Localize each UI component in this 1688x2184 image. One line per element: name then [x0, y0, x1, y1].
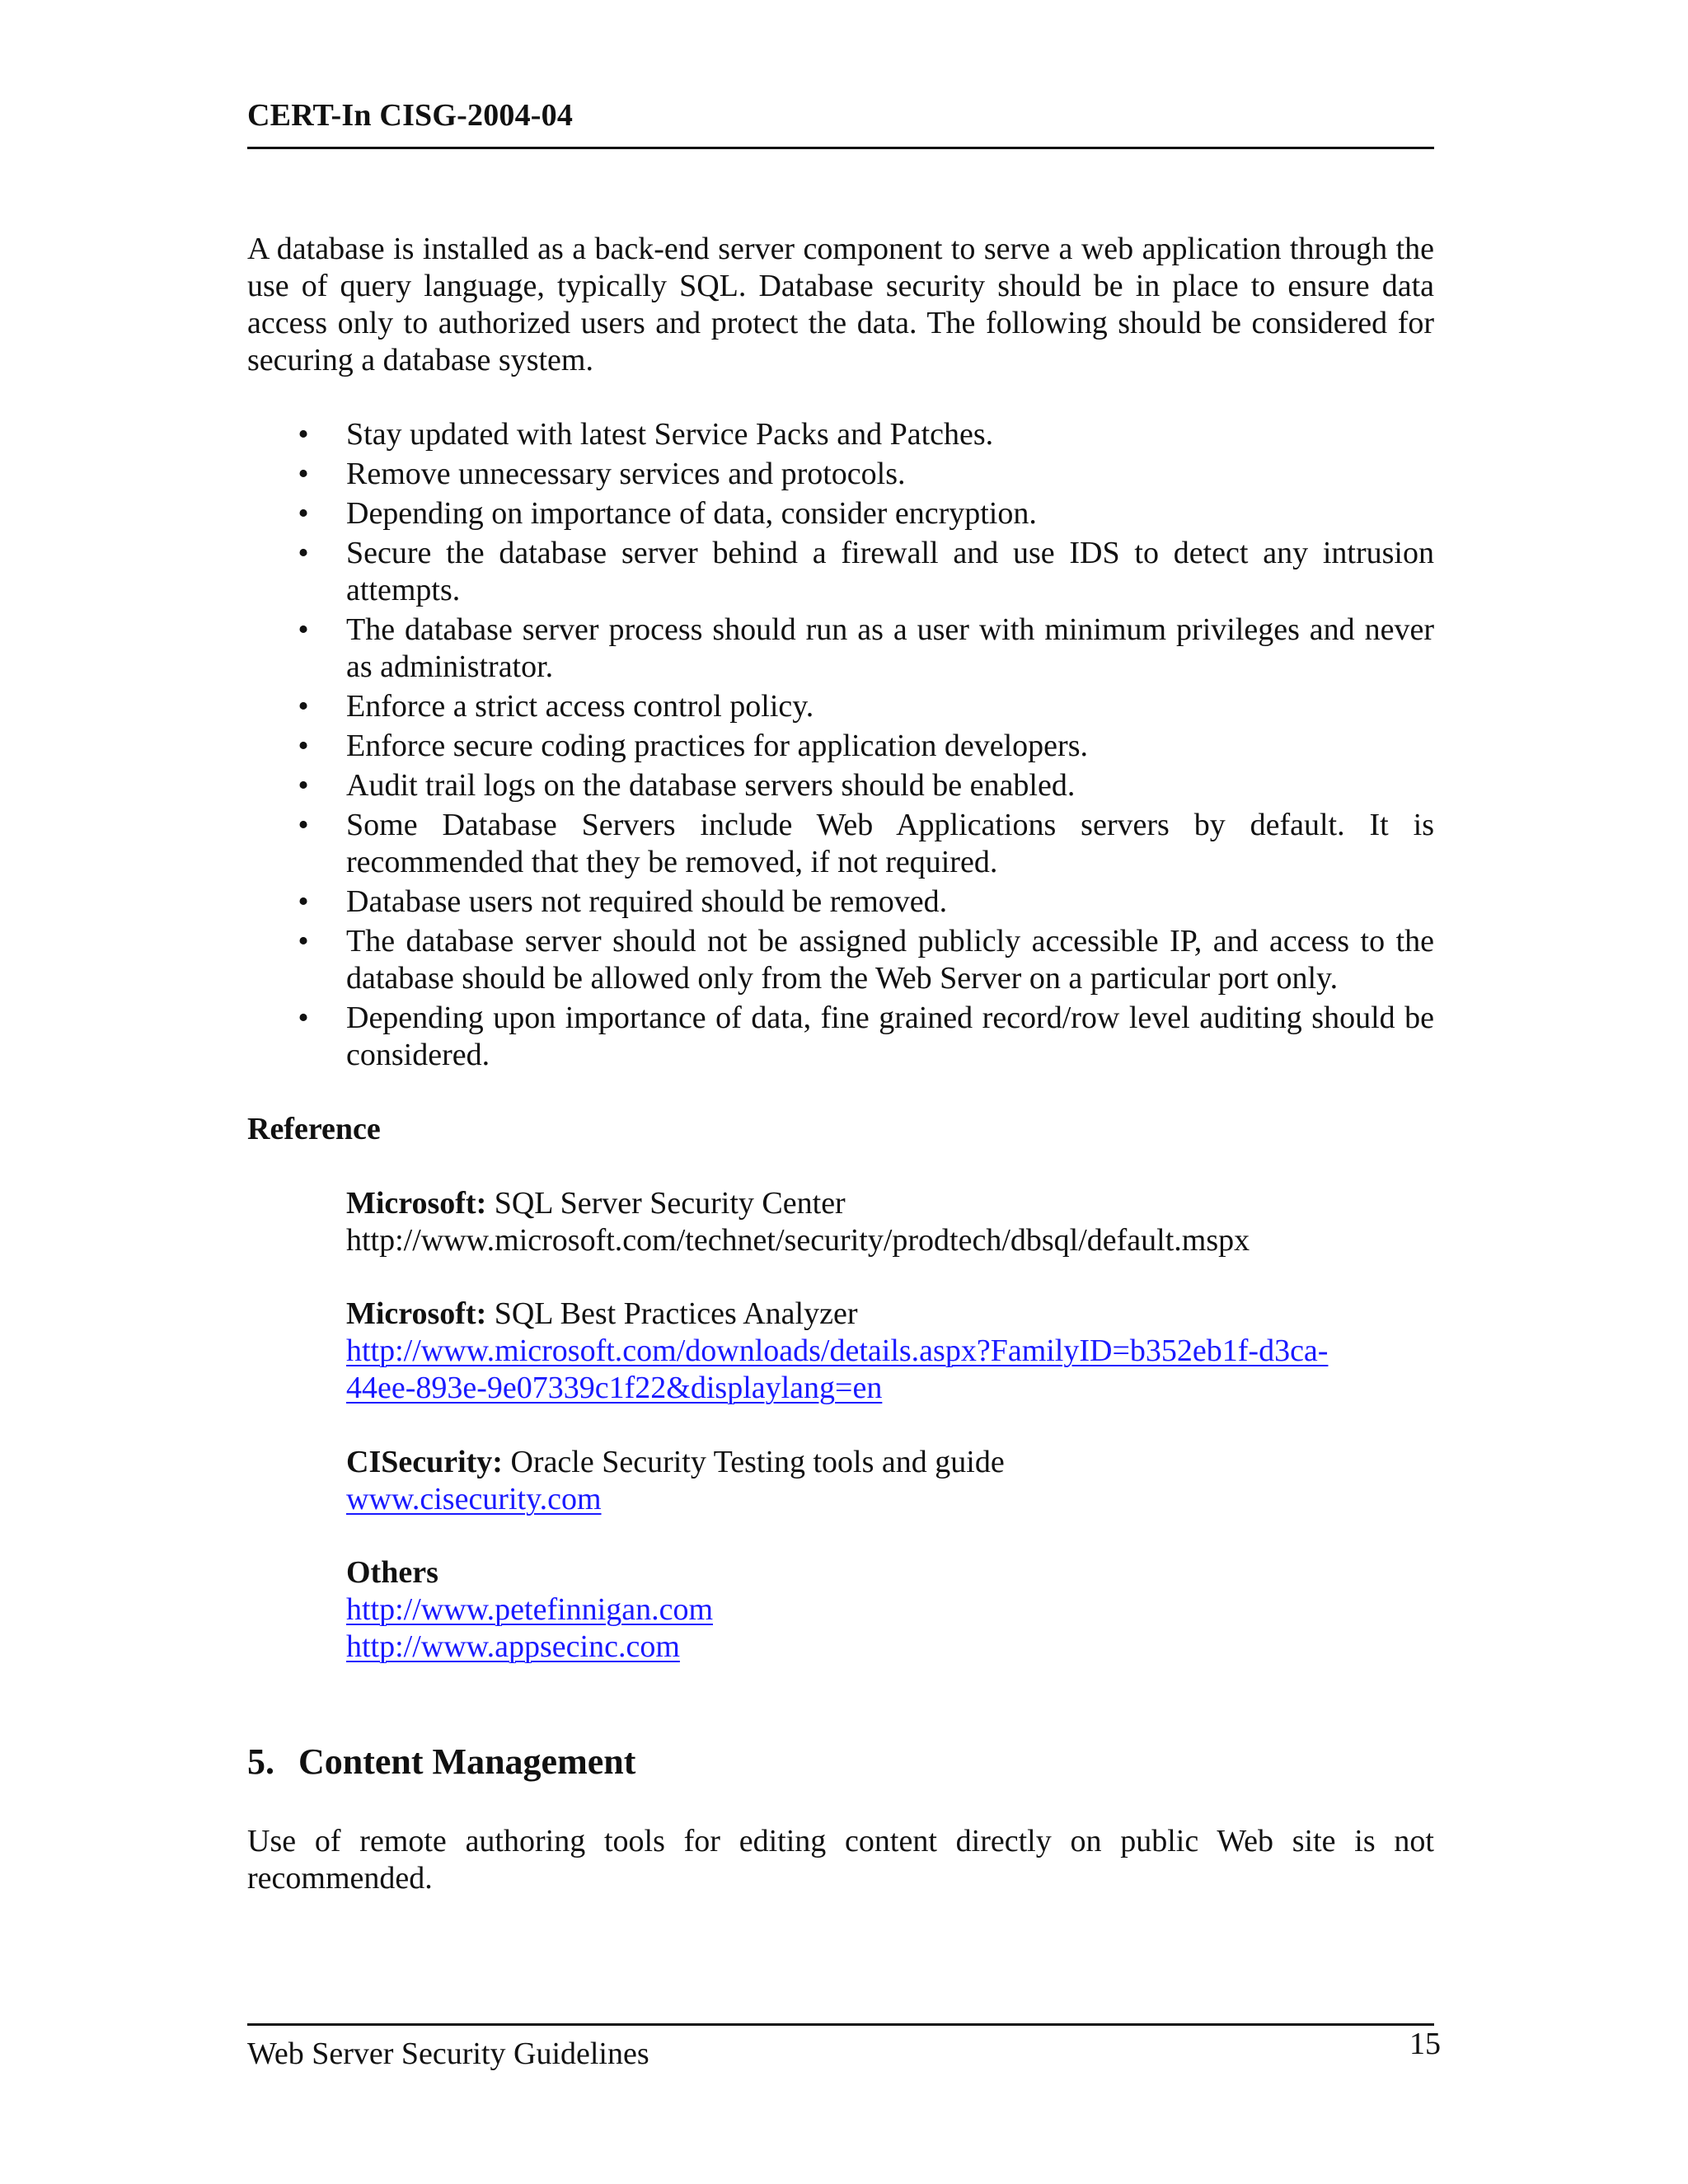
reference-heading: Reference — [247, 1112, 381, 1146]
list-item — [247, 923, 1434, 997]
header-rule — [247, 147, 1434, 149]
list-item-text: The database server should not be assigned publicly accessible IP, and access to the database should be allowed only from the Web Server on a particular port only. — [346, 924, 1434, 996]
list-item-text: Enforce secure coding practices for application developers. — [346, 729, 1088, 763]
section-body: Use of remote authoring tools for editing content directly on public Web site is not recommended. — [247, 1824, 1434, 1896]
reference-title: SQL Best Practices Analyzer — [494, 1296, 858, 1331]
bullet-icon: • — [298, 924, 309, 958]
list-item-text: Stay updated with latest Service Packs and Patches. — [346, 417, 994, 452]
list-item — [247, 767, 1434, 804]
list-item — [247, 416, 1434, 453]
list-item — [247, 456, 1434, 493]
reference-link-appsecinc[interactable]: http://www.appsecinc.com — [346, 1629, 680, 1664]
list-item-text: Database users not required should be removed. — [346, 884, 948, 919]
list-item-text: The database server process should run as a user with minimum privileges and never as administrator. — [346, 612, 1434, 684]
reference-org: Others — [346, 1555, 438, 1590]
list-item-text: Depending on importance of data, consider encryption. — [346, 496, 1037, 531]
list-item-text: Enforce a strict access control policy. — [346, 689, 814, 724]
list-item-text: Some Database Servers include Web Applications servers by default. It is recommended that they be removed, if not required. — [346, 808, 1434, 879]
reference-item-others — [346, 1554, 1434, 1666]
bullet-icon: • — [298, 808, 309, 842]
reference-org: Microsoft: — [346, 1186, 487, 1221]
list-item — [247, 883, 1434, 921]
reference-org: Microsoft: — [346, 1296, 487, 1331]
reference-org: CISecurity: — [346, 1445, 503, 1479]
bullet-icon: • — [298, 884, 309, 919]
list-item — [247, 612, 1434, 686]
list-item — [247, 728, 1434, 765]
list-item-text: Audit trail logs on the database servers should be enabled. — [346, 768, 1076, 803]
security-bullet-list — [247, 416, 1434, 1076]
list-item — [247, 807, 1434, 881]
reference-link-cisecurity[interactable]: www.cisecurity.com — [346, 1482, 602, 1516]
reference-link-petefinnigan[interactable]: http://www.petefinnigan.com — [346, 1592, 713, 1627]
bullet-icon: • — [298, 729, 309, 763]
section-title: Content Management — [298, 1741, 636, 1782]
list-item — [247, 1000, 1434, 1074]
page-number: 15 — [1409, 2027, 1441, 2061]
bullet-icon: • — [298, 417, 309, 452]
list-item — [247, 688, 1434, 725]
reference-item-sql-best-practices — [346, 1296, 1434, 1407]
reference-url-text: http://www.microsoft.com/technet/security/prodtech/dbsql/default.mspx — [346, 1223, 1250, 1258]
reference-title: SQL Server Security Center — [494, 1186, 846, 1221]
bullet-icon: • — [298, 536, 309, 570]
list-item-text: Secure the database server behind a firewall and use IDS to detect any intrusion attempts. — [346, 536, 1434, 607]
header-title: CERT-In CISG-2004-04 — [247, 98, 574, 133]
reference-item-cisecurity — [346, 1444, 1434, 1518]
reference-link-line-1[interactable]: http://www.microsoft.com/downloads/details.aspx?FamilyID=b352eb1f-d3ca- — [346, 1333, 1329, 1368]
bullet-icon: • — [298, 612, 309, 647]
bullet-icon: • — [298, 1001, 309, 1035]
reference-title-line — [346, 1185, 1434, 1222]
reference-title-line — [346, 1444, 1434, 1481]
list-item — [247, 495, 1434, 532]
reference-item-sql-security-center — [346, 1185, 1434, 1259]
list-item-text: Depending upon importance of data, fine grained record/row level auditing should be considered. — [346, 1001, 1434, 1072]
bullet-icon: • — [298, 457, 309, 491]
reference-link-line-2[interactable]: 44ee-893e-9e07339c1f22&displaylang=en — [346, 1371, 883, 1405]
reference-link-best-practices[interactable] — [346, 1333, 1434, 1407]
bullet-icon: • — [298, 496, 309, 531]
footer-rule — [247, 2023, 1434, 2026]
intro-paragraph: A database is installed as a back-end server component to serve a web application through the use of query language, typically SQL. Database security should be in place to ensure data access only to authorized users and protect the data. The following should be considered for securing a database system. — [247, 232, 1434, 377]
section-number: 5. — [247, 1741, 274, 1782]
reference-title-line — [346, 1296, 1434, 1333]
footer-title: Web Server Security Guidelines — [247, 2036, 649, 2071]
list-item-text: Remove unnecessary services and protocols. — [346, 457, 906, 491]
list-item — [247, 535, 1434, 609]
bullet-icon: • — [298, 768, 309, 803]
section-heading — [247, 1741, 635, 1783]
reference-title: Oracle Security Testing tools and guide — [510, 1445, 1005, 1479]
bullet-icon: • — [298, 689, 309, 724]
